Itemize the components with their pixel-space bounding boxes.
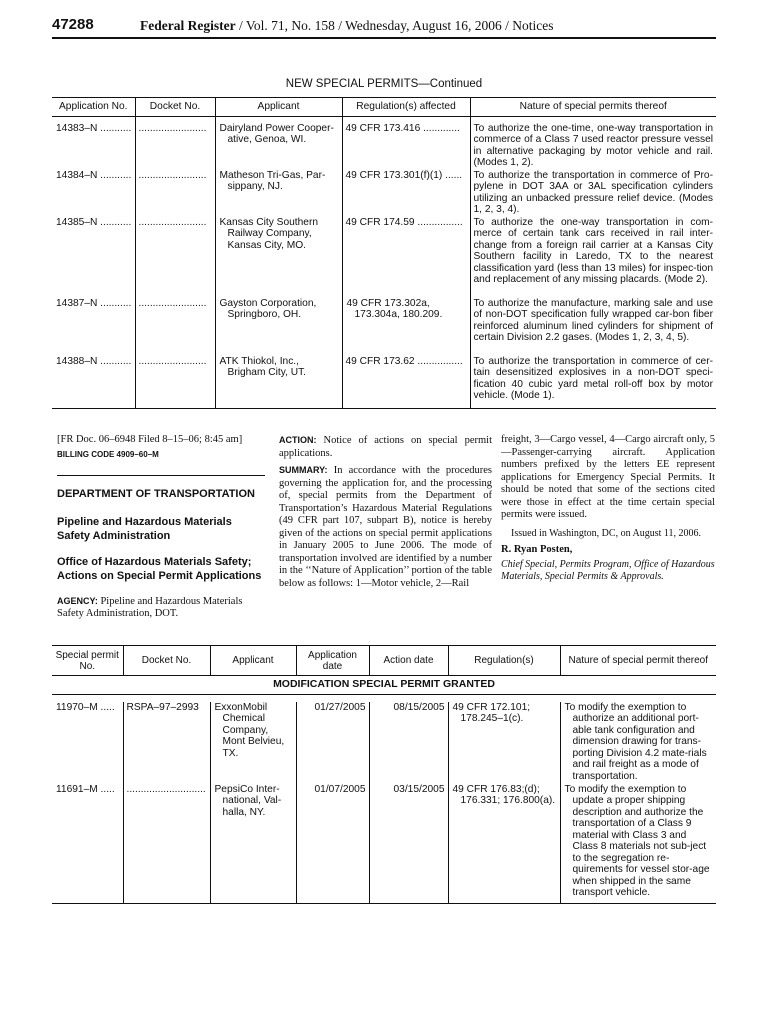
table-row (52, 297, 716, 355)
summary-label: SUMMARY: (279, 465, 328, 475)
signer-title: Chief Special, Permits Program, Office of Hazardous Materials, Special Permits & Approvals. (501, 558, 715, 582)
right-column (501, 434, 715, 584)
application-date: 01/27/2005 (296, 702, 369, 784)
page-number: 47288 (52, 16, 94, 33)
regulation: 49 CFR 173.302a, 173.304a, 180.209. (342, 297, 470, 355)
signer-name: R. Ryan Posten, (501, 544, 573, 555)
application-no: 14387–N ........... (56, 297, 132, 309)
column-header: Nature of special permits thereof (470, 98, 716, 117)
applicant: Dairyland Power Cooper-ative, Genoa, WI. (215, 116, 342, 169)
docket-no: RSPA–97–2993 (123, 702, 210, 784)
table-row (52, 702, 716, 784)
column-header: Application No. (52, 98, 135, 117)
column-header: Docket No. (135, 98, 215, 117)
applicant: Kansas City Southern Railway Company, Kansas City, MO. (215, 216, 342, 297)
docket-no: ........................ (135, 169, 215, 216)
column-header: Special permit No. (52, 646, 123, 676)
agency-text: Pipeline and Hazardous Materials Safety Administration, DOT. (57, 595, 243, 619)
column-header: Regulation(s) affected (342, 98, 470, 117)
nature: To authorize the one-time, one-way transportation in commerce of a Class 7 used reactor pressure vessel in alternative packaging by motor vehicle and rail. (Modes 1, 2). (470, 116, 716, 169)
section-row (52, 676, 716, 695)
table-row (52, 169, 716, 216)
agency-paragraph (57, 595, 265, 621)
action-paragraph (279, 434, 492, 460)
nature: To authorize the one-way transportation in com-merce of certain tank cars received in rail inter-change from a foreign rail carrier at a Kansas City Southern facility in Laredo, TX to the nearest classification yard (less than 13 miles) for inspec-tion and replacement of any missing placards. (Mode 2). (470, 216, 716, 297)
application-date: 01/07/2005 (296, 784, 369, 904)
modification-permits-table (52, 645, 716, 904)
applicant: ExxonMobil Chemical Company, Mont Belvieu, TX. (210, 702, 296, 784)
action-date: 08/15/2005 (369, 702, 448, 784)
middle-column (279, 434, 492, 590)
issued-line: Issued in Washington, DC, on August 11, 2006. (511, 527, 702, 539)
regulation: 49 CFR 173.416 ............. (342, 116, 470, 169)
table-header-row (52, 646, 716, 676)
issue-info: / Vol. 71, No. 158 / Wednesday, August 16, 2006 / Notices (235, 18, 554, 33)
billing-code: BILLING CODE 4909–60–M (57, 449, 159, 459)
nature: To authorize the transportation in commerce of Pro-pylene in DOT 3AA or 3AL specification cylinders utilizing an unbacked pressure relief device. (Modes 1, 2, 3, 4). (470, 169, 716, 216)
table-row (52, 216, 716, 297)
summary-text: In accordance with the procedures governing the application for, and the processing of, special permits from the Department of Transportation’s Hazardous Material Regulations (49 CFR part 107, subpart B), notice is hereby given of the actions on special permit applications in January 2005 to June 2006. The mode of transportation involved are identified by a number in the ‘‘Nature of Application’’ portion of the table below as follows: 1—Motor vehicle, 2—Rail (279, 465, 492, 589)
publication-header (140, 18, 554, 34)
table-row (52, 784, 716, 904)
table-title: NEW SPECIAL PERMITS—Continued (285, 78, 483, 90)
column-header: Applicant (210, 646, 296, 676)
column-header: Docket No. (123, 646, 210, 676)
new-special-permits-table (52, 97, 716, 409)
regulation: 49 CFR 172.101; 178.245–1(c). (448, 702, 560, 784)
regulation: 49 CFR 173.301(f)(1) ...... (342, 169, 470, 216)
applicant: ATK Thiokol, Inc., Brigham City, UT. (215, 355, 342, 409)
department-heading: DEPARTMENT OF TRANSPORTATION (57, 488, 255, 500)
publication-name: Federal Register (140, 18, 236, 33)
section-heading: MODIFICATION SPECIAL PERMIT GRANTED (52, 676, 716, 695)
docket-no: ........................ (135, 297, 215, 355)
regulation: 49 CFR 173.62 ................ (342, 355, 470, 409)
regulation: 49 CFR 174.59 ................ (342, 216, 470, 297)
docket-no: ........................ (135, 116, 215, 169)
application-no: 14383–N ........... (56, 122, 132, 134)
subject-heading: Office of Hazardous Materials Safety; Actions on Special Permit Applications (57, 555, 262, 582)
table-row (52, 116, 716, 169)
application-no: 14385–N ........... (56, 216, 132, 228)
column-header: Application date (296, 646, 369, 676)
nature: To modify the exemption to authorize an additional port-able tank configuration and dimension drawing for trans-porting Division 4.2 mate-rials and rail freight as a mode of transportation. (560, 702, 716, 784)
table-header-row (52, 98, 716, 117)
agency-heading: Pipeline and Hazardous Materials Safety Administration (57, 515, 232, 542)
permit-no: 11691–M ..... (52, 784, 123, 904)
action-label: ACTION: (279, 435, 317, 445)
summary-continuation: freight, 3—Cargo vessel, 4—Cargo aircraft only, 5—Passenger-carrying aircraft. Application numbers prefixed by the letters EE represent applications for Emergency Special Permits. It should be noted that some of the sections cited were those in effect at the time certain special permits were issued. (501, 434, 715, 520)
header-rule (52, 37, 716, 39)
application-no: 14384–N ........... (56, 169, 132, 181)
nature: To authorize the manufacture, marking sale and use of non-DOT specification fully wrapped car-bon fiber reinforced aluminum lined cylinders for shipment of certain Division 2.2 gases. (Modes 1, 2, 3, 4, 5). (470, 297, 716, 355)
regulation: 49 CFR 176.83;(d); 176.331; 176.800(a). (448, 784, 560, 904)
application-no: 14388–N ........... (52, 355, 135, 409)
docket-no: ........................ (135, 216, 215, 297)
applicant: Matheson Tri-Gas, Par-sippany, NJ. (215, 169, 342, 216)
applicant: Gayston Corporation, Springboro, OH. (215, 297, 342, 355)
applicant: PepsiCo Inter-national, Val-halla, NY. (210, 784, 296, 904)
docket-no: ........................ (135, 355, 215, 409)
fr-doc-line: [FR Doc. 06–6948 Filed 8–15–06; 8:45 am] (57, 434, 243, 445)
column-header: Action date (369, 646, 448, 676)
left-column (57, 434, 265, 621)
table-row (52, 355, 716, 409)
column-header: Regulation(s) (448, 646, 560, 676)
permit-no: 11970–M ..... (56, 701, 115, 713)
docket-no: ............................ (123, 784, 210, 904)
nature: To modify the exemption to update a proper shipping description and authorize the transportation of a Class 9 material with Class 3 and Class 8 materials not sub-ject to the segregation re-quirements for vessel stor-age when shipped in the same transport vehicle. (560, 784, 716, 904)
action-date: 03/15/2005 (369, 784, 448, 904)
nature: To authorize the transportation in commerce of cer-tain desensitized explosives in a non-DOT speci-fication 40 cubic yard metal roll-off box by motor vehicle. (Mode 1). (470, 355, 716, 409)
agency-label: AGENCY: (57, 595, 98, 606)
column-header: Nature of special permit thereof (560, 646, 716, 676)
action-text: Notice of actions on special permit applications. (279, 435, 492, 459)
section-divider (57, 475, 265, 476)
summary-paragraph (279, 464, 492, 590)
column-header: Applicant (215, 98, 342, 117)
